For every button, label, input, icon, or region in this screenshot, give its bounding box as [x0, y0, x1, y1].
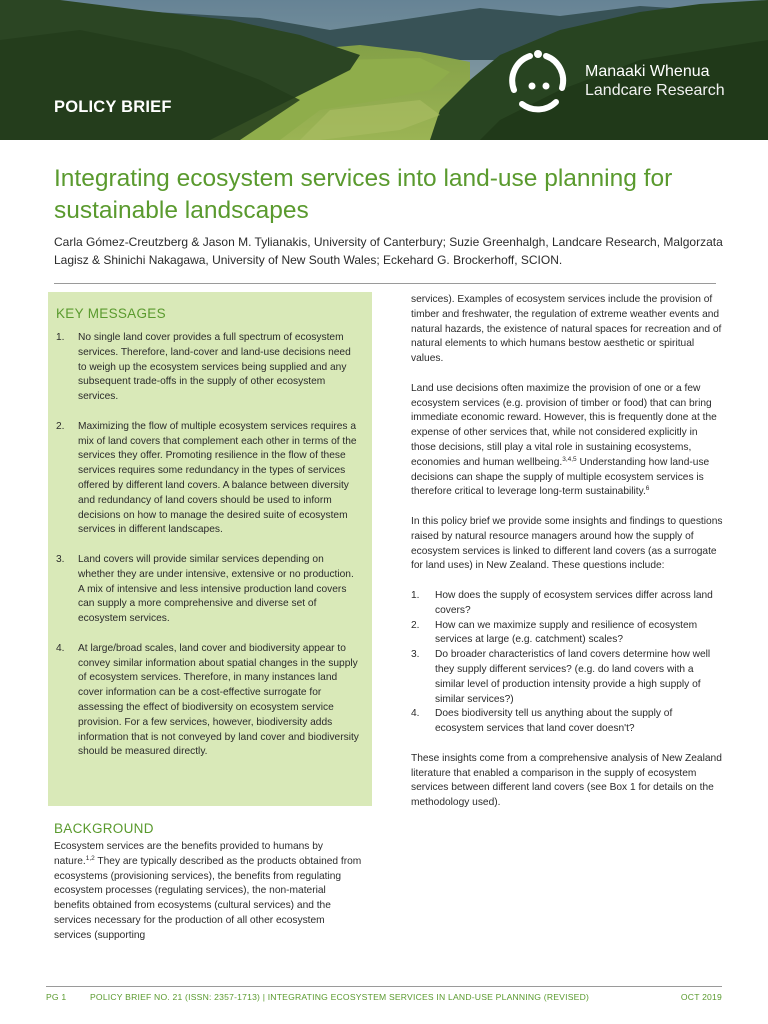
key-messages-heading: KEY MESSAGES	[56, 306, 166, 321]
citation-superscript: 1,2	[85, 854, 95, 862]
paragraph-text-part2: Understanding how land-use decisions can shape the supply of multiple ecosystem services is therefore critical to leverage long-term sustainability.	[411, 456, 710, 498]
page-number: PG 1	[46, 992, 67, 1002]
questions-list	[411, 589, 723, 737]
key-message-item	[56, 642, 362, 760]
org-name-line1: Manaaki Whenua	[585, 63, 710, 80]
paragraph-examples: services). Examples of ecosystem services include the provision of timber and freshwater, the regulation of extreme weather events and natural hazards, the existence of natural spaces for recreation and of natural elements to which humans bestow aesthetic or spiritual values.	[411, 294, 722, 365]
citation-superscript: 3,4,5	[562, 455, 577, 463]
key-message-text: At large/broad scales, land cover and biodiversity appear to convey similar information about spatial changes in the supply of ecosystem services. Therefore, in many instances land cover information can be a cost-effective surrogate for assessing the effect of biodiversity on ecosystem service provision. For a few services, however, biodiversity adds information that is not conveyed by land cover and biodiversity should be measured directly.	[78, 642, 359, 758]
background-heading: BACKGROUND	[54, 821, 154, 836]
question-item	[411, 707, 723, 737]
key-messages-box	[48, 292, 372, 806]
list-number: 4.	[411, 708, 420, 720]
question-item	[411, 648, 723, 707]
list-number: 3.	[411, 649, 420, 661]
question-text: Do broader characteristics of land covers determine how well they supply different services? (e.g. do land covers with a similar level of production intensity provide a high supply of similar services?)	[435, 649, 711, 705]
page-footer	[46, 992, 722, 1006]
question-text: How can we maximize supply and resilience of ecosystem services at large (e.g. catchment) scales?	[435, 619, 698, 646]
footer-publication-info: POLICY BRIEF NO. 21 (ISSN: 2357-1713) | INTEGRATING ECOSYSTEM SERVICES IN LAND-USE PLANNING (REVISED)	[90, 992, 590, 1002]
list-number: 2.	[411, 619, 420, 631]
question-text: How does the supply of ecosystem services differ across land covers?	[435, 589, 713, 616]
key-message-text: Maximizing the flow of multiple ecosystem services requires a mix of land covers that complement each other in terms of the services they offer. Promoting resilience in the flow of these services requires some redundancy in the types of services offered by different land covers. A balance between diversity and redundancy of land covers should be used to inform decisions on how to manage the desired suite of ecosystem services in different landscapes.	[78, 420, 357, 536]
key-message-text: Land covers will provide similar services depending on whether they are under intensive, extensive or no production. A mix of intensive and less intensive production land covers can supply a more comprehensive and diverse set of ecosystem services.	[78, 553, 354, 625]
citation-superscript: 6	[645, 485, 650, 493]
list-number: 1.	[411, 589, 420, 601]
question-item	[411, 619, 723, 649]
list-number: 1.	[56, 332, 65, 343]
key-message-item	[56, 553, 362, 627]
key-messages-list	[56, 331, 362, 760]
right-column	[411, 293, 723, 826]
author-list: Carla Gómez-Creutzberg & Jason M. Tylianakis, University of Canterbury; Suzie Greenhalgh, Landcare Research, Malgorzata Lagisz & Shinichi Nakagawa, University of New South Wales; Eckehard G. Brockerhoff, SCION.	[54, 235, 723, 267]
background-paragraph	[54, 840, 364, 944]
list-number: 4.	[56, 642, 65, 654]
question-text: Does biodiversity tell us anything about the supply of ecosystem services that land cover doesn't?	[435, 708, 673, 735]
key-message-text: No single land cover provides a full spectrum of ecosystem services. Therefore, land-cover and land-use decisions need to weigh up the ecosystem services being supplied and any subsequent trade-offs in the supply of other ecosystem services.	[78, 332, 351, 403]
background-text-part2: They are typically described as the products obtained from ecosystems (provisioning services), the benefits from regulating ecosystem processes (regulating services), the non-material benefits obtained from ecosystems (cultural services) and the services necessary for the production of all other ecosystem services (supporting	[54, 855, 362, 941]
paragraph-intro-questions: In this policy brief we provide some insights and findings to questions raised by natural resource managers around how the supply of ecosystem services is linked to different land covers (as a surrogate for land uses) in New Zealand. These questions include:	[411, 515, 723, 572]
key-message-item	[56, 420, 362, 538]
background-text-part1: Ecosystem services are the benefits provided to humans by nature.	[54, 841, 323, 867]
header-banner	[0, 0, 768, 140]
organization-name	[585, 62, 725, 100]
footer-divider	[46, 986, 722, 987]
title-divider	[54, 283, 716, 284]
circular-dots-logo-icon	[500, 46, 576, 116]
paragraph-insights: These insights come from a comprehensive analysis of New Zealand literature that enabled a comparison in the supply of ecosystem services between different land covers (see Box 1 for details on the methodology used).	[411, 752, 722, 809]
list-number: 2.	[56, 420, 65, 432]
policy-brief-label: POLICY BRIEF	[54, 98, 172, 116]
paragraph-land-use	[411, 382, 723, 500]
question-item	[411, 589, 723, 619]
list-number: 3.	[56, 553, 65, 565]
footer-date: OCT 2019	[680, 992, 722, 1002]
document-title: Integrating ecosystem services into land-use planning for sustainable landscapes	[54, 165, 673, 224]
org-name-line2: Landcare Research	[585, 82, 725, 99]
paragraph-text-part1: Land use decisions often maximize the provision of one or a few ecosystem services (e.g. provision of timber or food) that can bring immediate economic reward. However, this is frequently done at the expense of other services that, while not considered explicitly in those decisions, still play a vital role in sustaining ecosystems, economies and human wellbeing.	[411, 382, 717, 468]
key-message-item	[56, 331, 362, 405]
